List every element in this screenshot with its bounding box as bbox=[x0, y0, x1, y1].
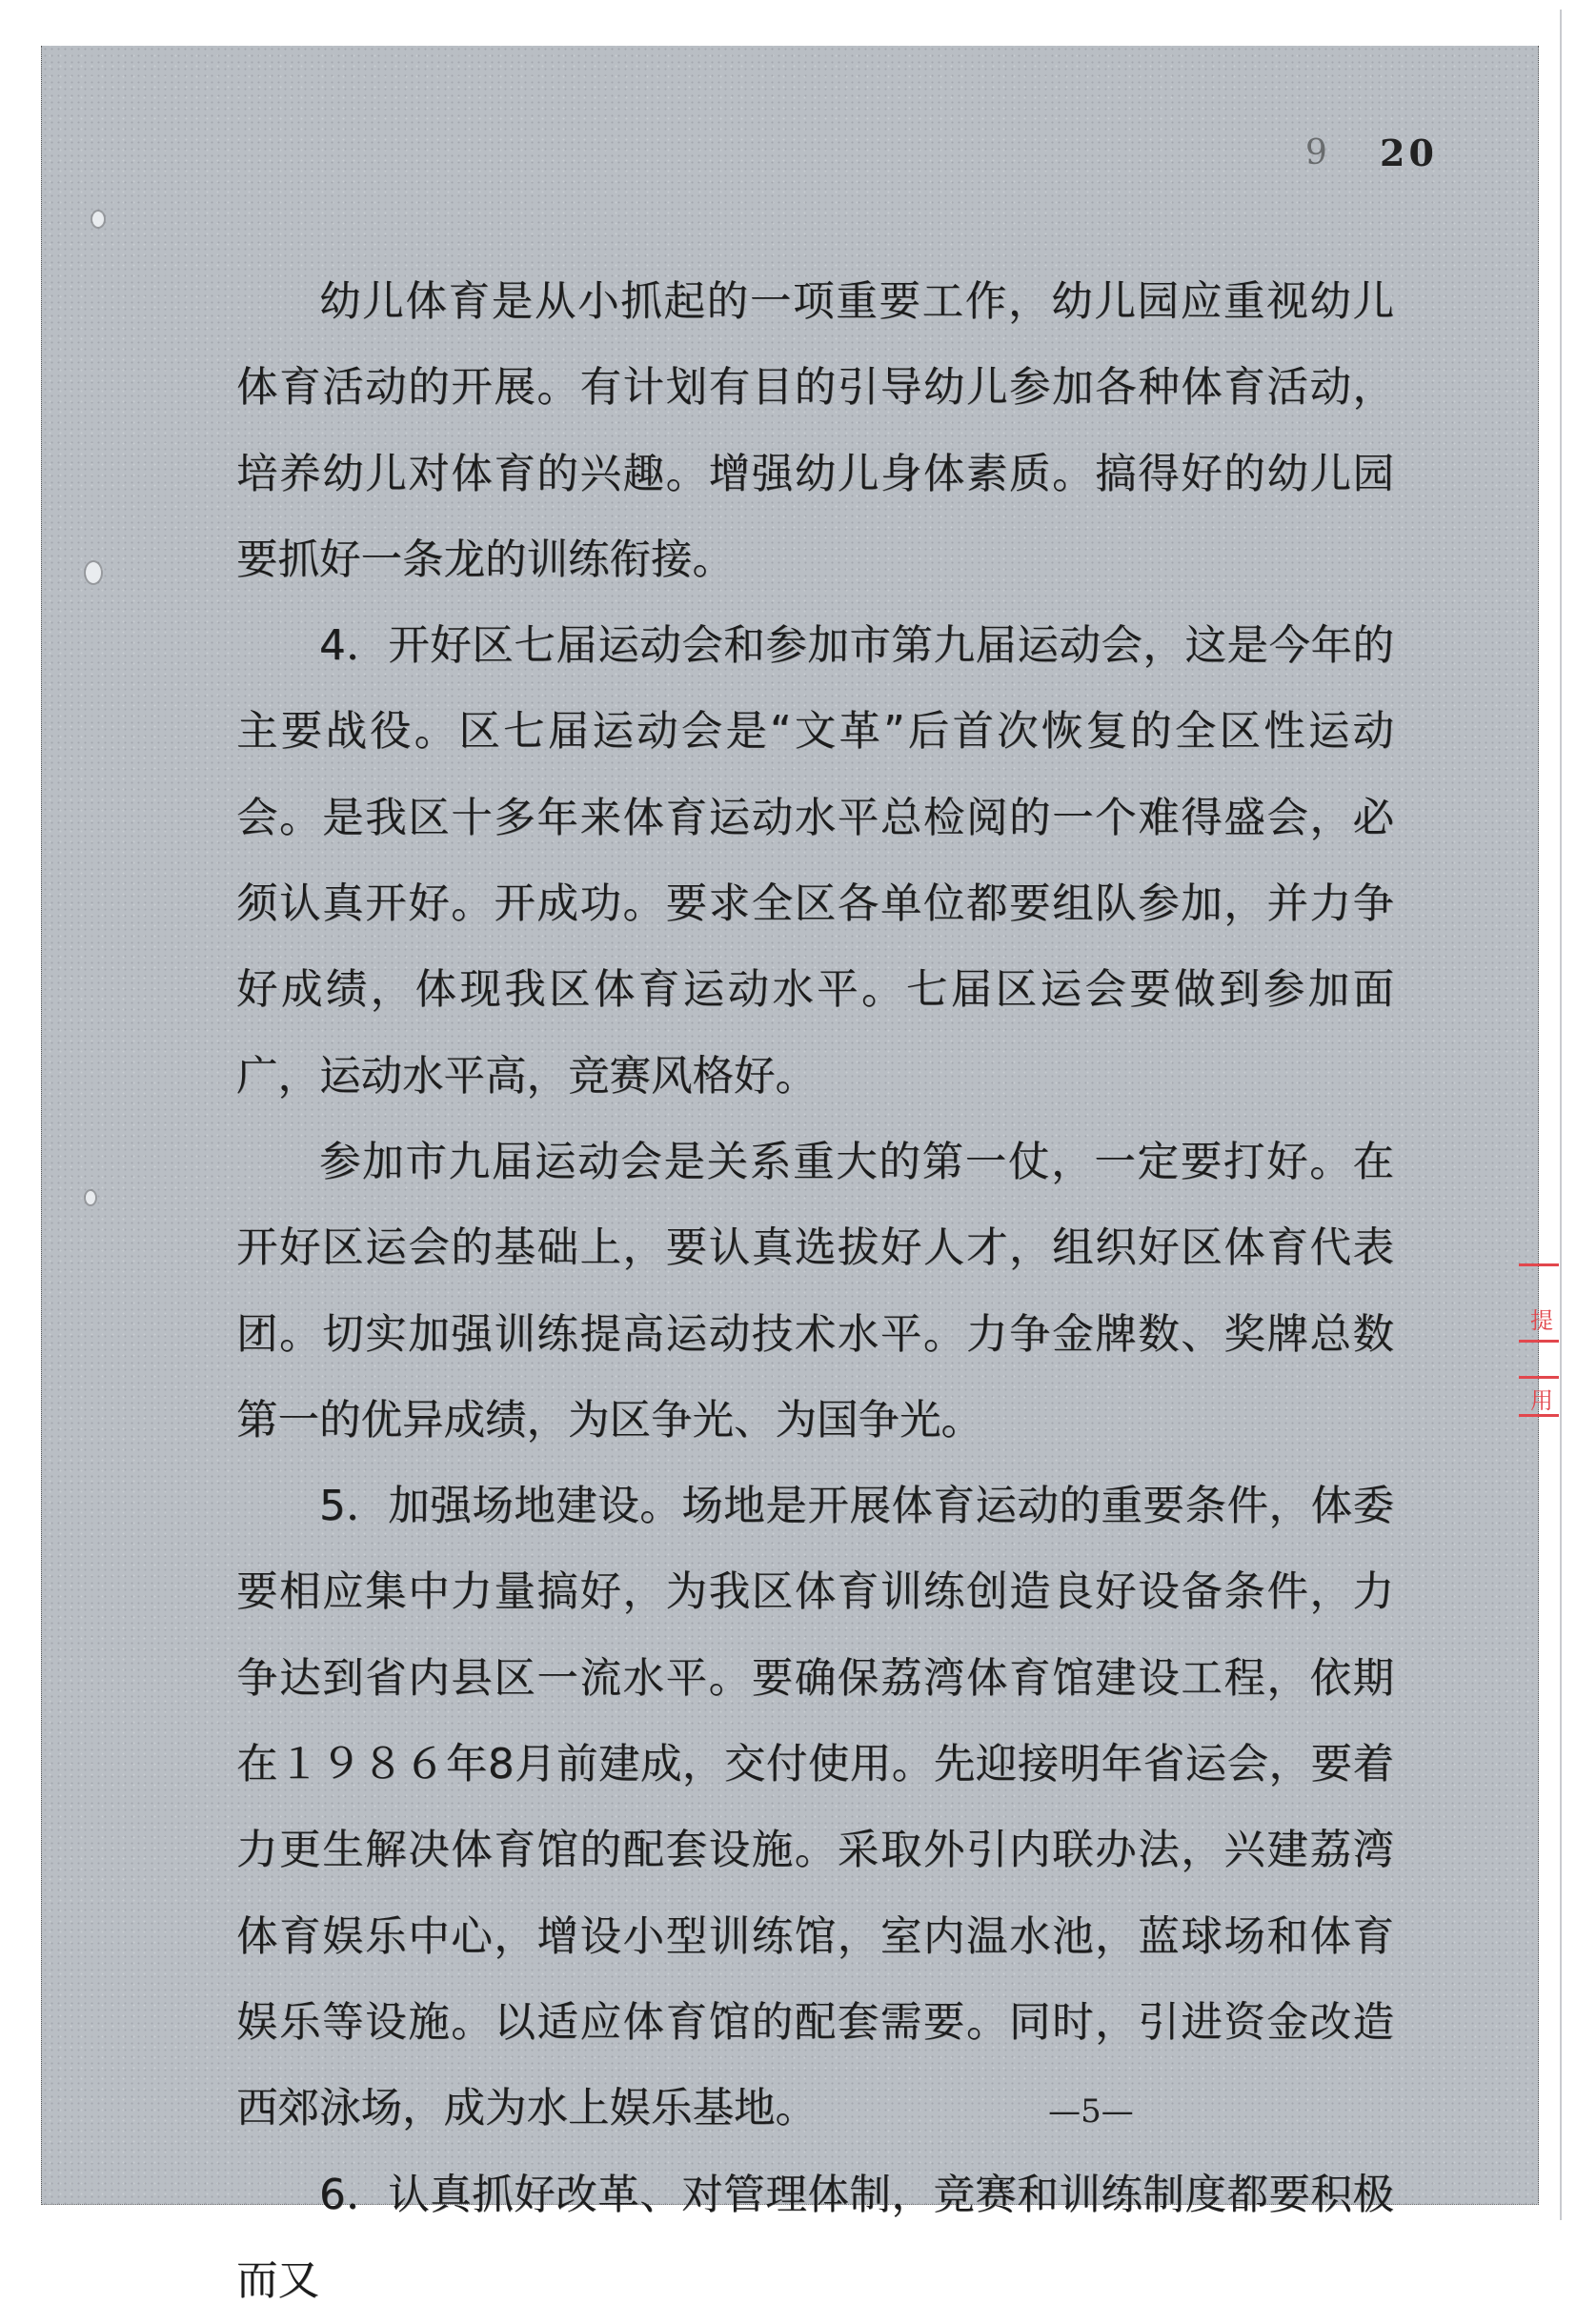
red-margin-char: 提 bbox=[1530, 1307, 1553, 1334]
red-rule bbox=[1519, 1263, 1559, 1266]
page-footer-number: —5— bbox=[1048, 2092, 1134, 2131]
paragraph-item-5-venue-construction: 5．加强场地建设。场地是开展体育运动的重要条件，体委要相应集中力量搞好，为我区体育训练创造良好设备条件，力争达到省内县区一流水平。要确保荔湾体育馆建设工程，依期在１９８６年8月前建成，交付使用。先迎接明年省运会，要着力更生解决体育馆的配套设施。采取外引内联办法，兴建荔湾体育娱乐中心，增设小型训练馆，室内温水池，蓝球场和体育娱乐等设施。以适应体育馆的配套需要。同时，引进资金改造西郊泳场，成为水上娱乐基地。 bbox=[236, 1483, 1394, 2133]
document-body bbox=[236, 259, 1394, 2324]
punch-hole-mark bbox=[86, 562, 101, 583]
red-margin-tab bbox=[1519, 1263, 1561, 1425]
paragraph-city-games: 参加市九届运动会是关系重大的第一仗，一定要打好。在开好区运会的基础上，要认真选拔好人才，组织好区体育代表团。切实加强训练提高运动技术水平。力争金牌数、奖牌总数第一的优异成绩，为区争光、为国争光。 bbox=[236, 1138, 1394, 1445]
paragraph-item-6-reform: 6．认真抓好改革、对管理体制，竞赛和训练制度都要积极而又 bbox=[236, 2171, 1394, 2305]
red-rule bbox=[1519, 1414, 1559, 1417]
red-margin-char: 用 bbox=[1530, 1387, 1553, 1414]
paragraph-item-4-sports-meet: 4．开好区七届运动会和参加市第九届运动会，这是今年的主要战役。区七届运动会是“文革”后首次恢复的全区性运动会。是我区十多年来体育运动水平总检阅的一个难得盛会，必须认真开好。开成功。要求全区各单位都要组队参加，并力争好成绩，体现我区体育运动水平。七届区运会要做到参加面广，运动水平高，竞赛风格好。 bbox=[236, 622, 1394, 1101]
punch-hole-mark bbox=[86, 1191, 95, 1204]
binder-edge-line bbox=[1560, 10, 1562, 2220]
paragraph-kindergarten-sports: 幼儿体育是从小抓起的一项重要工作，幼儿园应重视幼儿体育活动的开展。有计划有目的引导幼儿参加各种体育活动，培养幼儿对体育的兴趣。增强幼儿身体素质。搞得好的幼儿园要抓好一条龙的训练衔接。 bbox=[236, 278, 1394, 584]
punch-hole-mark bbox=[92, 212, 104, 227]
red-rule bbox=[1519, 1376, 1559, 1379]
red-rule bbox=[1519, 1340, 1559, 1343]
handwritten-page-mark: 9 bbox=[1305, 133, 1327, 172]
page-number-top: 20 bbox=[1380, 131, 1438, 174]
